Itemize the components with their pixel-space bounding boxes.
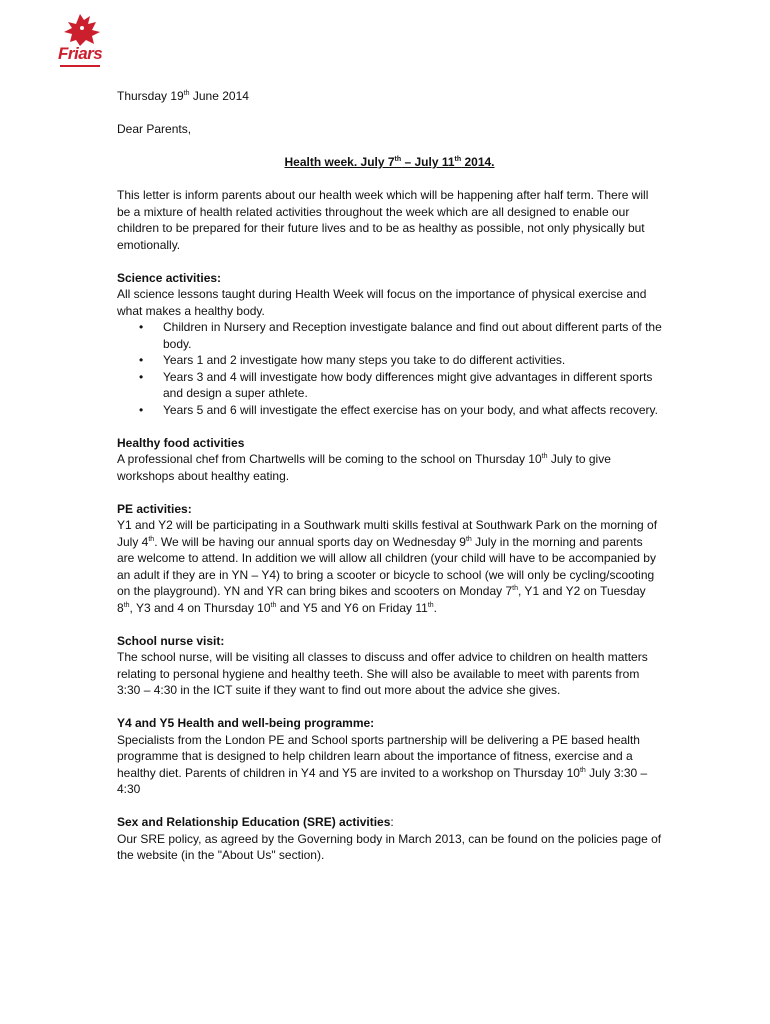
nurse-text: The school nurse, will be visiting all classes to discuss and offer advice to children on health matters relating to personal hygiene and healthy teeth. She will also be available to meet with parents from 3:30 – 4:30 in the ICT suite if they want to find out more about the advice she gives.	[117, 650, 648, 697]
food-heading: Healthy food activities	[117, 435, 245, 450]
science-text: All science lessons taught during Health Week will focus on the importance of physical exercise and what makes a healthy body.	[117, 287, 647, 318]
logo-text: Friars	[58, 44, 103, 63]
school-logo	[50, 12, 108, 72]
science-list	[117, 319, 662, 418]
letter-body	[117, 88, 662, 864]
sre-text: Our SRE policy, as agreed by the Governing body in March 2013, can be found on the policies page of the website (in the "About Us" section).	[117, 831, 662, 862]
sre-heading: Sex and Relationship Education (SRE) activities:	[117, 815, 394, 829]
logo-underline	[60, 65, 100, 67]
list-item: • Children in Nursery and Reception investigate balance and find out about different parts of the body.	[163, 319, 662, 352]
nurse-heading: School nurse visit:	[117, 633, 225, 648]
pe-text: Y1 and Y2 will be participating in a Southwark multi skills festival at Southwark Park on the morning of July 4th. We will be having our annual sports day on Wednesday 9th July in the morning and parents are welcome to attend. In addition we will allow all children (your child will have to be accompanied by an adult if they are in YN – Y4) to bring a scooter or bicycle to school (we will only be cycling/scooting on the playground). YN and YR can bring bikes and scooters on Monday 7th, Y1 and Y2 on Tuesday 8th, Y3 and 4 on Thursday 10th and Y5 and Y6 on Friday 11th.	[117, 518, 658, 615]
wellbeing-heading: Y4 and Y5 Health and well-being programme:	[117, 716, 375, 730]
greeting: Dear Parents,	[117, 122, 192, 136]
science-heading: Science activities:	[117, 270, 222, 285]
letter-date: Thursday 19th June 2014	[117, 89, 249, 103]
wellbeing-text: Specialists from the London PE and School sports partnership will be delivering a PE based health programme that is designed to help children learn about the importance of fitness, exercise and a healthy diet. Parents of children in Y4 and Y5 are invited to a workshop on Thursday 10th July 3:30 – 4:30	[117, 732, 648, 796]
food-text: A professional chef from Chartwells will be coming to the school on Thursday 10th July to give workshops about healthy eating.	[117, 452, 611, 483]
pe-heading: PE activities:	[117, 501, 192, 516]
list-item: • Years 1 and 2 investigate how many steps you take to do different activities.	[163, 352, 662, 369]
intro-paragraph: This letter is inform parents about our health week which will be happening after half term. There will be a mixture of health related activities throughout the week which are all designed to enable our children to be prepared for their future lives and to be as healthy as possible, not only physically but emotionally.	[117, 188, 649, 252]
list-item: • Years 3 and 4 will investigate how body differences might give advantages in different sports and design a super athlete.	[163, 369, 662, 402]
list-item: • Years 5 and 6 will investigate the effect exercise has on your body, and what affects recovery.	[163, 402, 662, 419]
letter-title: Health week. July 7th – July 11th 2014.	[284, 155, 495, 169]
